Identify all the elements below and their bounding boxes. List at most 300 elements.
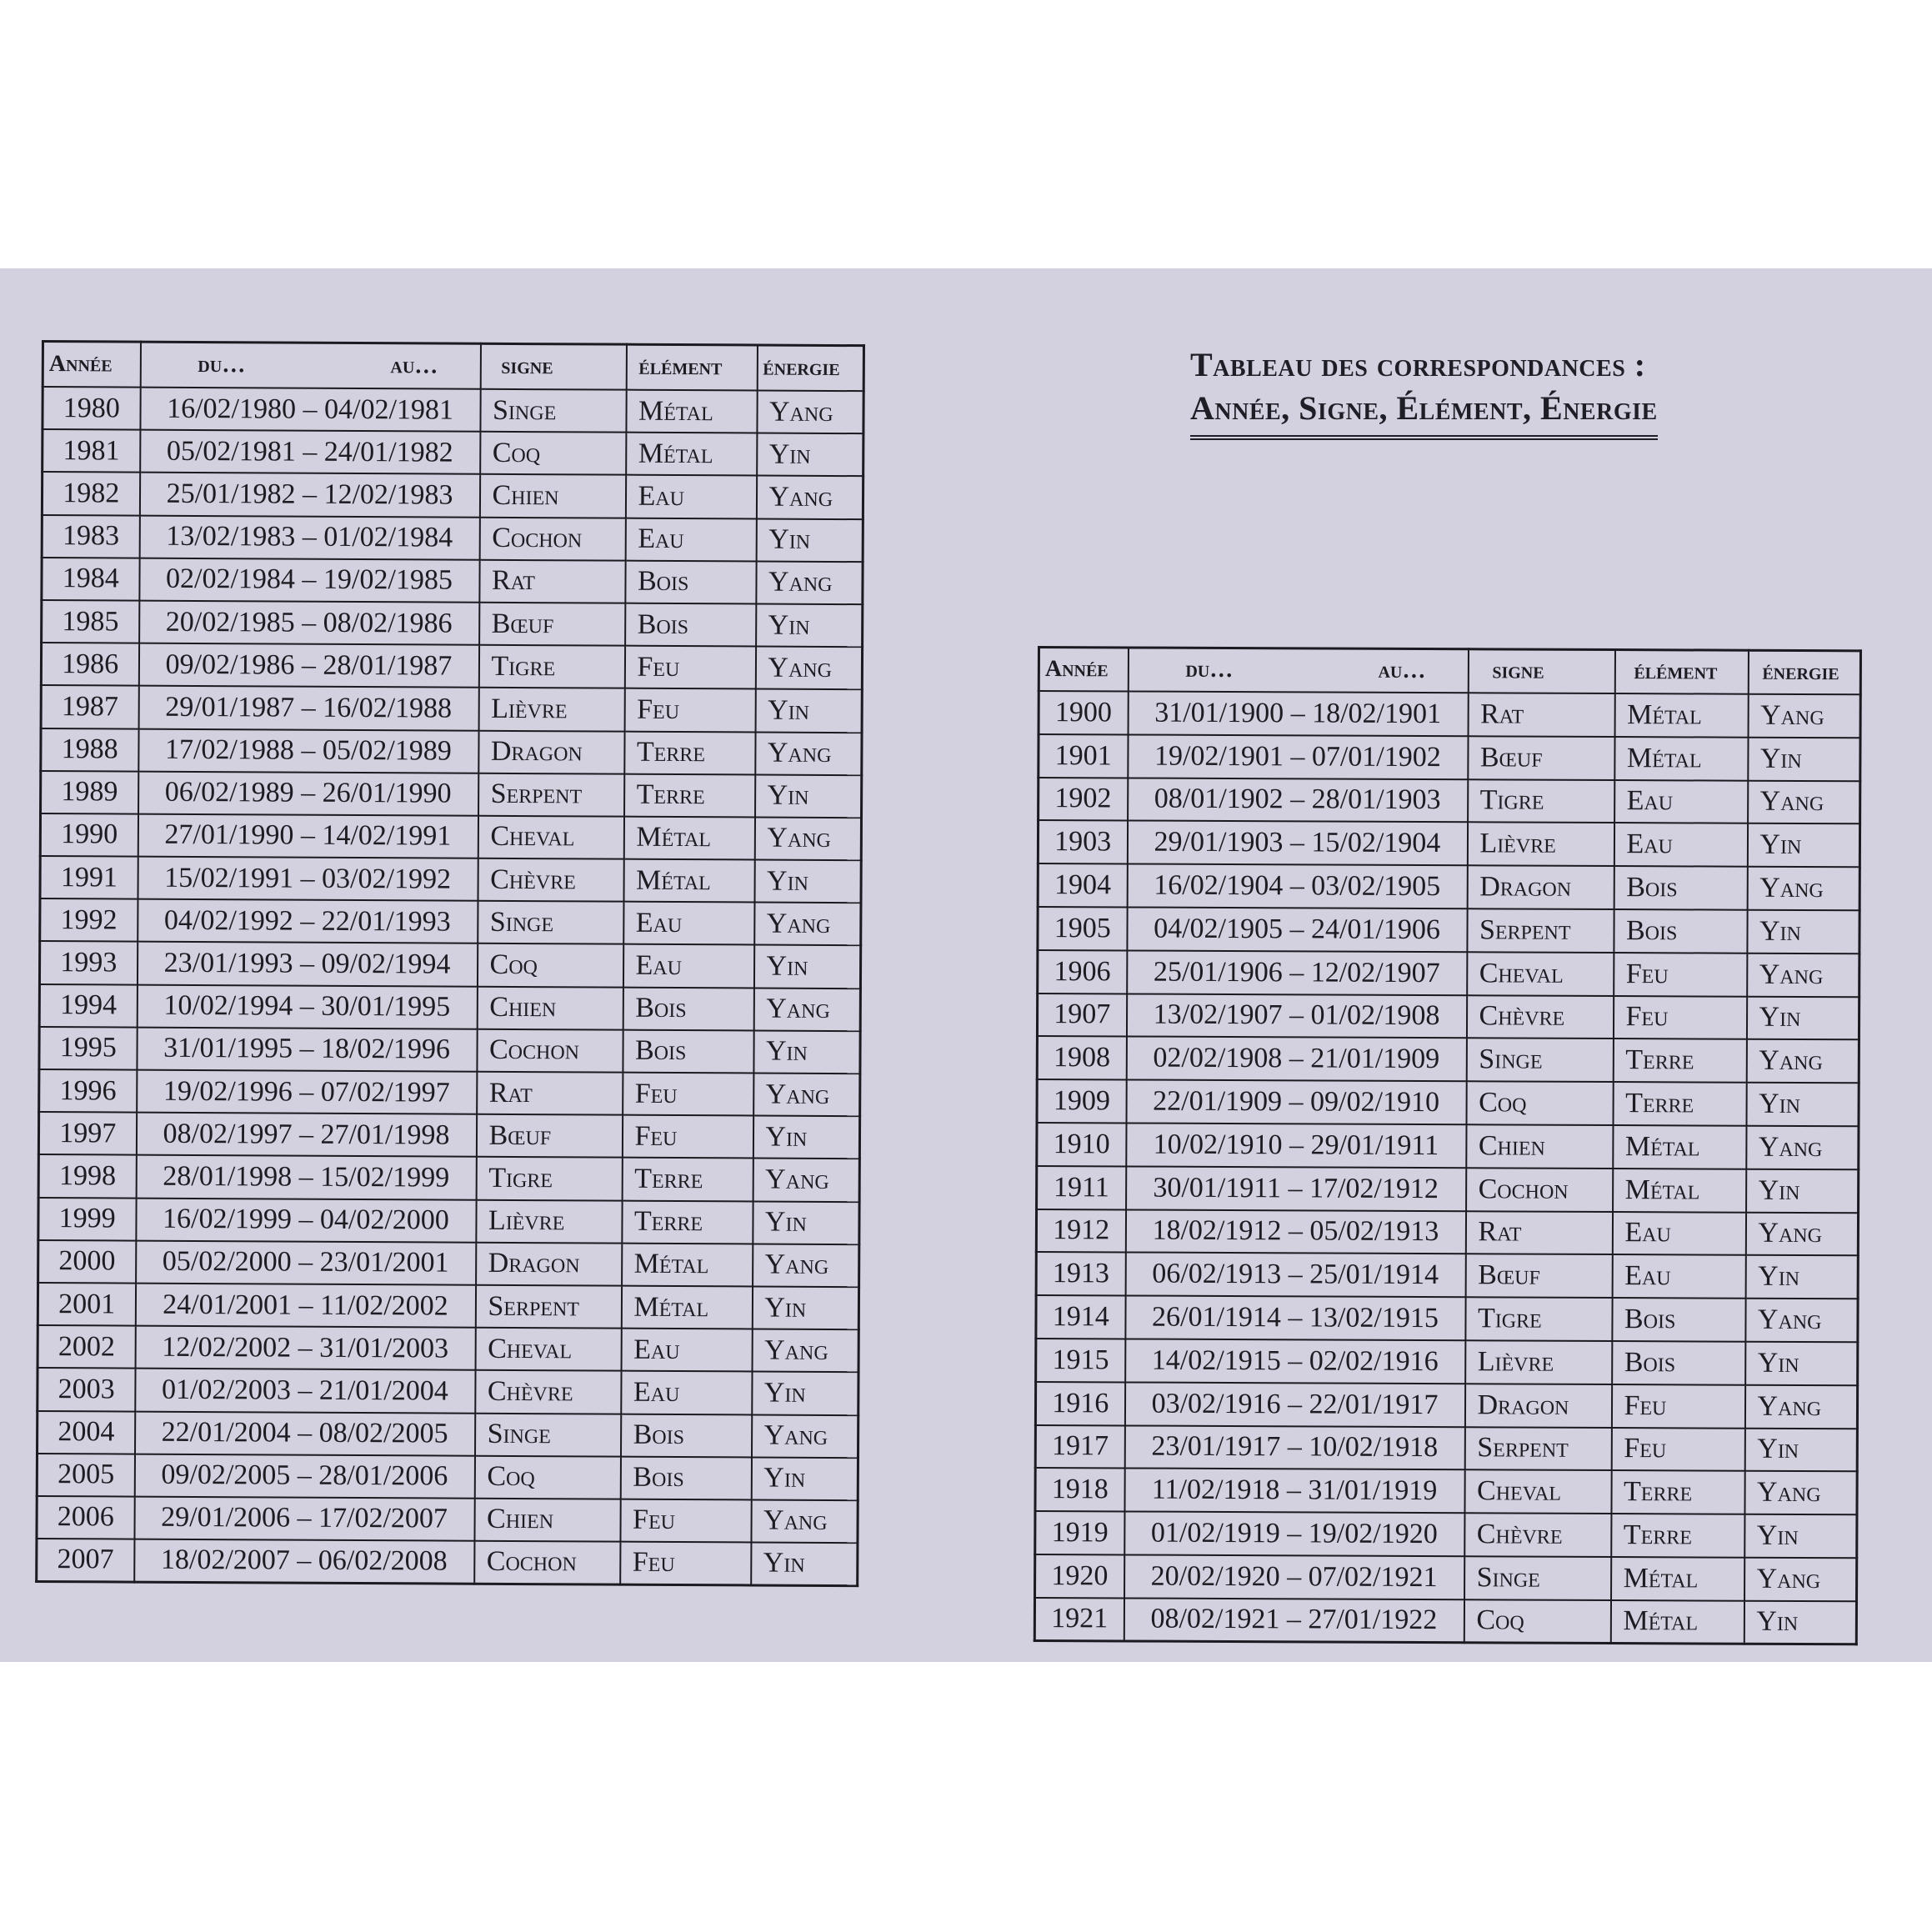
cell-annee: 2000 [38,1240,136,1284]
table-row [1038,950,1859,997]
table-row [1035,1425,1857,1472]
cell-signe: Singe [1466,1039,1613,1083]
cell-energie: Yang [755,647,862,690]
table-row [39,941,860,988]
cell-signe: Chien [474,1499,620,1542]
header-au: au… [390,353,438,379]
cell-annee: 1901 [1039,734,1128,778]
cell-periode: 30/01/1911 – 17/02/1912 [1126,1166,1466,1211]
cell-annee: 1920 [1035,1554,1124,1598]
cell-energie: Yin [1745,1255,1858,1299]
table-row [1037,1166,1859,1213]
cell-periode: 19/02/1996 – 07/02/1997 [137,1070,477,1114]
table-row [41,685,862,732]
correspondence-table-1980-2007 [35,340,865,1587]
cell-annee: 1992 [40,898,138,942]
cell-periode: 06/02/1989 – 26/01/1990 [138,771,478,815]
cell-element: Eau [621,1329,752,1372]
cell-periode: 09/02/2005 – 28/01/2006 [134,1454,474,1498]
cell-energie: Yin [1748,738,1860,781]
cell-signe: Chien [1466,1124,1613,1169]
cell-annee: 1995 [39,1027,137,1070]
cell-energie: Yang [754,903,861,946]
table-row [1034,1598,1856,1644]
cell-energie: Yang [755,732,862,775]
cell-energie: Yang [1744,1558,1857,1601]
cell-annee: 1986 [41,643,138,686]
cell-element: Eau [1612,1254,1745,1298]
table-row [1038,907,1859,953]
cell-energie: Yin [1746,996,1859,1039]
cell-annee: 1991 [40,856,138,899]
cell-periode: 17/02/1988 – 05/02/1989 [138,728,478,773]
cell-signe: Dragon [1467,865,1614,909]
table-row [38,1240,859,1287]
cell-annee: 1915 [1036,1339,1125,1382]
header-du: du… [198,351,246,378]
cell-element: Eau [1614,823,1747,866]
table-row [1039,691,1860,738]
cell-annee: 1997 [38,1112,136,1155]
cell-signe: Tigre [1468,779,1614,823]
cell-element: Eau [623,944,753,988]
cell-annee: 1902 [1039,778,1128,821]
cell-annee: 2005 [37,1454,134,1497]
cell-energie: Yang [1747,867,1859,910]
cell-energie: Yang [1744,1384,1857,1428]
cell-annee: 1903 [1038,820,1127,863]
cell-annee: 1910 [1037,1123,1126,1166]
cell-energie: Yang [751,1499,858,1543]
cell-signe: Singe [480,389,626,433]
table-row [1037,1079,1859,1126]
cell-element: Bois [620,1414,751,1457]
cell-element: Eau [1612,1212,1745,1255]
cell-periode: 13/02/1983 – 01/02/1984 [139,515,479,559]
cell-element: Métal [626,433,757,476]
cell-element: Métal [623,859,754,903]
cell-element: Métal [622,1243,753,1286]
cell-signe: Lièvre [1467,823,1614,867]
cell-annee: 1904 [1038,863,1127,907]
cell-energie: Yin [753,945,860,989]
cell-annee: 1988 [41,728,138,772]
table-row [1038,863,1859,910]
header-signe: signe [1468,649,1614,693]
cell-signe: Chèvre [1466,995,1613,1039]
cell-annee: 2001 [38,1283,135,1326]
table-row [41,728,862,775]
cell-periode: 08/01/1902 – 28/01/1903 [1128,778,1468,823]
cell-signe: Dragon [478,730,624,773]
cell-energie: Yang [1745,1212,1858,1255]
cell-annee: 1909 [1037,1079,1126,1123]
cell-annee: 1993 [39,941,137,984]
cell-signe: Cheval [475,1328,621,1371]
cell-periode: 13/02/1907 – 01/02/1908 [1126,994,1466,1039]
cell-signe: Chèvre [1464,1513,1611,1557]
cell-annee: 1911 [1037,1166,1126,1209]
table-row [1036,1252,1858,1299]
cell-signe: Lièvre [1465,1340,1612,1384]
header-annee: Année [1039,648,1128,692]
cell-periode: 18/02/1912 – 05/02/1913 [1125,1209,1465,1254]
cell-periode: 25/01/1982 – 12/02/1983 [139,473,479,517]
cell-periode: 02/02/1984 – 19/02/1985 [139,558,479,602]
cell-element: Eau [625,475,756,518]
cell-element: Bois [625,560,756,603]
cell-element: Métal [1613,1125,1746,1169]
cell-signe: Chien [479,474,625,518]
cell-energie: Yin [1744,1428,1857,1471]
title-line-2: Année, Signe, Élément, Énergie [1190,387,1658,440]
cell-signe: Bœuf [1465,1254,1612,1299]
cell-periode: 19/02/1901 – 07/01/1902 [1128,734,1468,779]
cell-element: Feu [620,1542,751,1585]
page-title [1190,343,1707,440]
cell-element: Eau [621,1371,752,1414]
cell-annee: 1907 [1037,994,1126,1037]
cell-periode: 10/02/1994 – 30/01/1995 [137,984,477,1029]
cell-periode: 01/02/2003 – 21/01/2004 [135,1369,475,1413]
table-row [38,1154,859,1201]
cell-element: Métal [626,390,757,433]
cell-energie: Yin [751,1457,858,1500]
cell-annee: 1990 [40,813,138,857]
cell-signe: Cochon [474,1541,620,1584]
cell-annee: 1905 [1038,907,1127,950]
cell-annee: 1908 [1037,1036,1126,1079]
cell-signe: Bœuf [479,603,625,646]
cell-annee: 2003 [38,1368,135,1411]
table-row [1037,1123,1859,1169]
cell-energie: Yin [752,1372,858,1415]
table-row [42,515,863,562]
cell-periode: 20/02/1985 – 08/02/1986 [139,601,479,645]
cell-element: Métal [621,1286,752,1329]
cell-annee: 1913 [1036,1252,1125,1295]
cell-periode: 24/01/2001 – 11/02/2002 [135,1284,475,1328]
cell-element: Feu [624,688,755,732]
cell-periode: 08/02/1921 – 27/01/1922 [1124,1598,1464,1643]
cell-signe: Singe [474,1413,620,1456]
cell-element: Terre [1611,1514,1744,1557]
cell-annee: 1981 [43,429,140,473]
table-body [1034,691,1860,1644]
table-row [37,1454,858,1500]
cell-energie: Yang [753,988,860,1031]
table-row [38,1112,859,1159]
cell-annee: 2004 [38,1410,135,1454]
cell-energie: Yin [752,1286,858,1329]
cell-signe: Lièvre [478,688,624,731]
cell-periode: 23/01/1917 – 10/02/1918 [1124,1425,1464,1470]
cell-annee: 1982 [42,472,139,515]
cell-periode: 14/02/1915 – 02/02/1916 [1125,1339,1465,1384]
cell-signe: Chèvre [475,1370,621,1414]
cell-element: Eau [1614,780,1748,823]
table-header-row [43,342,863,392]
table-row [1037,1036,1859,1083]
cell-signe: Cochon [479,517,625,560]
cell-signe: Serpent [478,773,624,816]
cell-energie: Yin [1744,1514,1857,1558]
cell-periode: 05/02/2000 – 23/01/2001 [136,1240,476,1284]
table-row [40,898,861,945]
cell-annee: 1916 [1035,1382,1124,1425]
cell-annee: 1914 [1036,1295,1125,1339]
table-row [40,856,861,903]
cell-energie: Yin [757,433,863,477]
cell-periode: 31/01/1900 – 18/02/1901 [1128,691,1468,736]
cell-annee: 1900 [1039,691,1128,734]
cell-energie: Yang [1744,1471,1857,1514]
cell-energie: Yin [753,1030,860,1074]
table-row [43,387,863,433]
cell-signe: Dragon [476,1242,622,1285]
header-element: élément [626,344,757,390]
cell-energie: Yang [756,476,863,519]
table-row [1035,1382,1857,1429]
cell-periode: 29/01/1903 – 15/02/1904 [1127,821,1467,866]
cell-periode: 22/01/1909 – 09/02/1910 [1126,1080,1466,1125]
cell-signe: Bœuf [1468,736,1614,780]
cell-signe: Rat [479,560,625,603]
cell-signe: Rat [1468,693,1614,737]
cell-energie: Yang [1745,1299,1858,1342]
cell-energie: Yin [1746,1083,1859,1126]
cell-element: Métal [1611,1557,1744,1600]
header-element: élément [1614,650,1748,694]
cell-periode: 04/02/1905 – 24/01/1906 [1127,907,1467,952]
cell-annee: 1999 [38,1198,136,1241]
cell-annee: 1918 [1035,1468,1124,1511]
table-row [38,1368,858,1414]
cell-element: Métal [623,817,754,860]
cell-element: Bois [1612,1298,1745,1341]
cell-signe: Tigre [1465,1297,1612,1341]
cell-annee: 1998 [38,1154,136,1198]
cell-periode: 16/02/1980 – 04/02/1981 [140,388,480,432]
cell-signe: Coq [1464,1599,1610,1644]
cell-element: Eau [625,518,756,561]
cell-energie: Yang [753,1244,859,1287]
cell-element: Feu [1614,953,1747,996]
table-body [37,387,863,1585]
cell-annee: 1989 [41,771,138,814]
cell-signe: Coq [477,943,623,987]
cell-energie: Yang [753,1073,860,1116]
cell-periode: 03/02/1916 – 22/01/1917 [1124,1382,1464,1427]
cell-energie: Yin [756,603,863,647]
cell-annee: 1983 [42,515,139,558]
cell-energie: Yin [1747,910,1859,953]
table-row [39,984,860,1031]
cell-signe: Rat [1465,1211,1612,1255]
cell-element: Feu [620,1499,751,1543]
cell-energie: Yin [755,774,862,818]
cell-element: Feu [624,646,755,689]
table-row [43,429,863,476]
cell-energie: Yin [753,1116,859,1159]
table-row [37,1496,858,1543]
table-row [40,813,861,860]
title-line-1: Tableau des correspondances : [1190,346,1646,383]
cell-element: Métal [1614,737,1748,780]
cell-energie: Yang [1746,1039,1859,1083]
table-row [41,643,862,689]
cell-element: Terre [1613,1039,1746,1082]
cell-element: Feu [1611,1428,1744,1471]
table-row [38,1325,858,1372]
cell-signe: Coq [480,432,626,475]
table-row [42,558,863,604]
cell-periode: 10/02/1910 – 29/01/1911 [1126,1123,1466,1168]
cell-energie: Yang [751,1414,858,1458]
cell-periode: 09/02/1986 – 28/01/1987 [138,643,478,688]
cell-signe: Serpent [475,1285,621,1329]
cell-signe: Tigre [478,645,624,688]
cell-periode: 22/01/2004 – 08/02/2005 [135,1411,475,1455]
cell-signe: Tigre [476,1157,622,1200]
cell-periode: 23/01/1993 – 09/02/1994 [137,942,477,986]
cell-periode: 02/02/1908 – 21/01/1909 [1126,1037,1466,1082]
table-row [39,1069,860,1116]
cell-energie: Yang [752,1329,858,1373]
cell-annee: 1996 [39,1069,137,1113]
cell-energie: Yin [1744,1600,1856,1644]
cell-periode: 25/01/1906 – 12/02/1907 [1127,950,1467,995]
cell-periode: 20/02/1920 – 07/02/1921 [1124,1554,1464,1599]
cell-element: Métal [1614,693,1748,737]
cell-periode: 16/02/1999 – 04/02/2000 [136,1198,476,1242]
table-row [1038,820,1859,867]
cell-energie: Yin [753,1201,859,1244]
table-row [38,1283,858,1329]
cell-element: Bois [623,1029,753,1073]
cell-annee: 1906 [1038,950,1127,994]
cell-energie: Yin [1745,1342,1858,1385]
cell-periode: 31/01/1995 – 18/02/1996 [137,1027,477,1071]
cell-periode: 06/02/1913 – 25/01/1914 [1125,1253,1465,1298]
cell-signe: Coq [1466,1081,1613,1125]
cell-signe: Cheval [1464,1470,1611,1514]
cell-signe: Rat [477,1072,623,1115]
cell-annee: 1921 [1034,1598,1124,1641]
cell-element: Bois [623,987,753,1030]
cell-energie: Yin [756,518,863,562]
cell-signe: Cochon [477,1029,623,1073]
table-row [42,472,863,518]
cell-signe: Serpent [1464,1427,1611,1471]
table-row [38,1410,858,1457]
cell-signe: Cochon [1466,1168,1613,1212]
cell-energie: Yang [753,1159,859,1202]
cell-annee: 1987 [41,685,138,728]
header-energie: énergie [757,345,863,391]
cell-energie: Yang [1748,694,1860,738]
cell-periode: 29/01/2006 – 17/02/2007 [134,1496,474,1540]
cell-element: Bois [1614,866,1747,909]
cell-annee: 2007 [37,1539,134,1582]
cell-periode: 18/02/2007 – 06/02/2008 [134,1539,474,1584]
cell-annee: 1994 [39,984,137,1028]
cell-element: Feu [622,1115,753,1159]
cell-periode: 01/02/1919 – 19/02/1920 [1124,1512,1464,1557]
cell-annee: 1917 [1035,1425,1124,1469]
table-row [1035,1468,1857,1514]
table-header-row [1039,648,1860,695]
cell-periode: 28/01/1998 – 15/02/1999 [136,1155,476,1199]
cell-element: Bois [1612,1341,1745,1384]
header-energie: énergie [1748,650,1860,694]
cell-annee: 2002 [38,1325,135,1369]
cell-element: Feu [1611,1384,1744,1428]
cell-periode: 29/01/1987 – 16/02/1988 [138,686,478,730]
cell-energie: Yin [754,860,861,903]
header-du: du… [1185,656,1234,683]
cell-element: Terre [1613,1082,1746,1125]
cell-periode: 04/02/1992 – 22/01/1993 [138,899,478,943]
header-periode [140,342,480,389]
cell-element: Terre [622,1158,753,1201]
cell-signe: Singe [478,901,623,944]
cell-element: Bois [1614,909,1747,953]
cell-element: Feu [1613,996,1746,1039]
table-row [41,771,862,818]
cell-element: Eau [623,902,754,945]
table-row [1037,994,1859,1040]
table-row [39,1027,860,1074]
cell-periode: 11/02/1918 – 31/01/1919 [1124,1469,1464,1514]
cell-signe: Chèvre [478,858,623,902]
cell-element: Terre [1611,1470,1744,1514]
cell-energie: Yin [1747,823,1859,867]
cell-signe: Dragon [1464,1384,1611,1428]
cell-element: Terre [622,1200,753,1244]
header-periode [1128,648,1468,693]
cell-element: Métal [1610,1600,1744,1644]
cell-energie: Yang [756,561,863,604]
cell-signe: Cheval [1467,952,1614,996]
cell-annee: 1984 [42,558,139,601]
cell-periode: 26/01/1914 – 13/02/1915 [1125,1296,1465,1341]
table-row [37,1539,858,1585]
header-annee: Année [43,342,140,388]
table-row [1035,1554,1857,1601]
cell-element: Terre [624,731,755,774]
cell-annee: 2006 [37,1496,134,1539]
cell-periode: 27/01/1990 – 14/02/1991 [138,813,478,858]
table-row [38,1198,859,1244]
cell-element: Métal [1613,1169,1746,1212]
cell-annee: 1980 [43,387,140,430]
cell-periode: 16/02/1904 – 03/02/1905 [1127,864,1467,909]
cell-signe: Bœuf [476,1114,622,1158]
cell-signe: Cheval [478,816,623,859]
cell-element: Terre [624,773,755,817]
cell-energie: Yang [757,390,863,433]
cell-signe: Singe [1464,1556,1611,1600]
cell-annee: 1985 [42,600,139,643]
cell-signe: Chien [477,986,623,1029]
cell-signe: Lièvre [476,1199,622,1243]
cell-energie: Yang [1748,780,1860,823]
cell-element: Bois [625,603,756,647]
cell-annee: 1919 [1035,1511,1124,1554]
cell-energie: Yang [754,817,861,860]
cell-signe: Coq [474,1455,620,1499]
